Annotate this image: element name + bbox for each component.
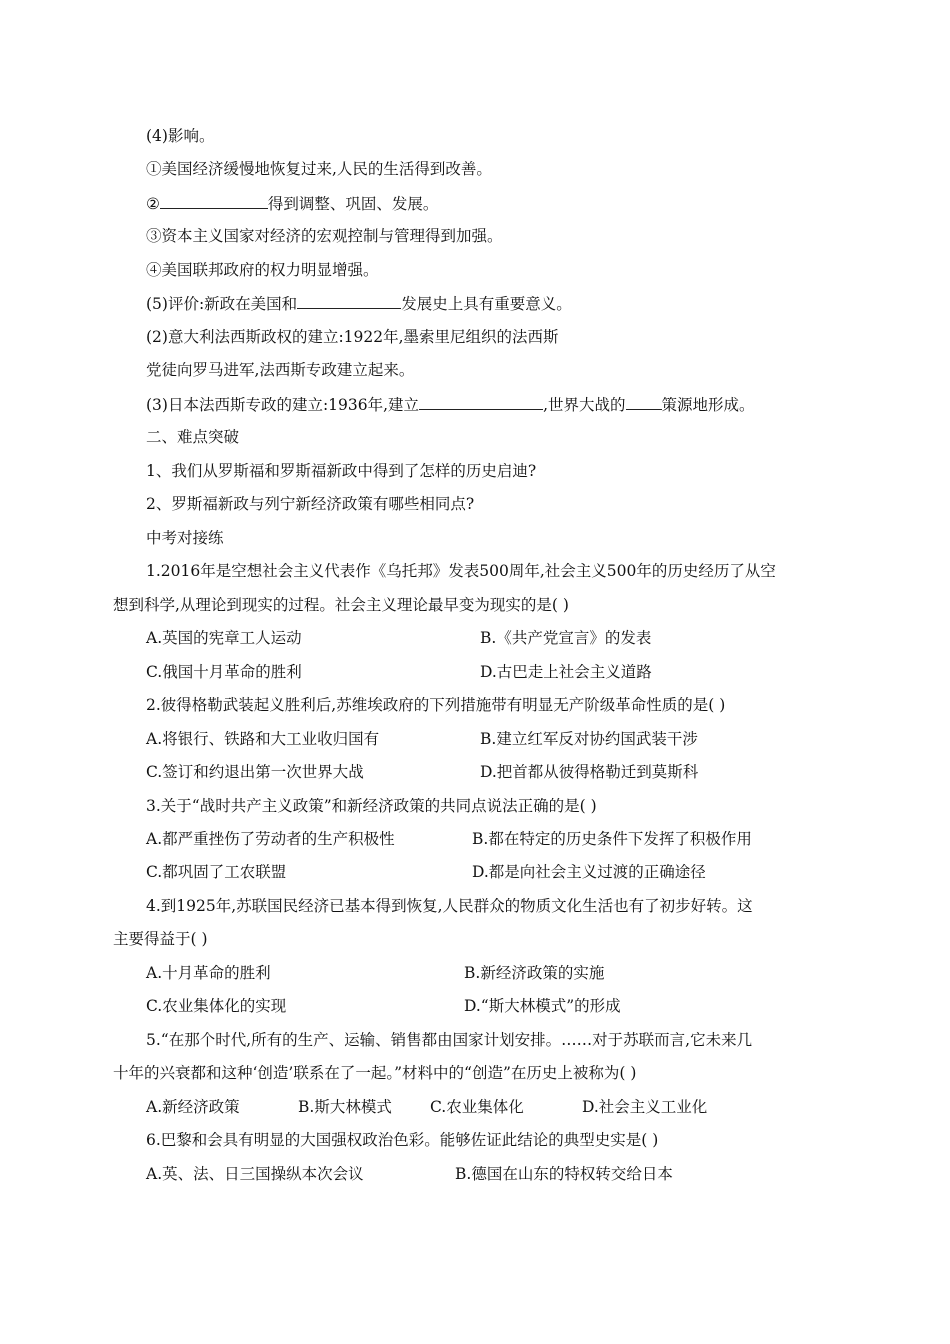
question-4-option-c: C.农业集体化的实现 bbox=[146, 997, 287, 1015]
question-3-option-d: D.都是向社会主义过渡的正确途径 bbox=[472, 863, 706, 881]
fill-in-blank[interactable] bbox=[160, 193, 268, 209]
evaluation-prefix: (5)评价:新政在美国和 bbox=[146, 295, 298, 313]
effect-item-3: ③资本主义国家对经济的宏观控制与管理得到加强。 bbox=[146, 227, 503, 245]
question-5-line-2: 十年的兴衰都和这种‘创造’联系在了一起。”材料中的“创造”在历史上被称为( ) bbox=[113, 1064, 637, 1082]
question-5-option-b: B.斯大林模式 bbox=[298, 1098, 392, 1116]
question-3-option-b: B.都在特定的历史条件下发挥了积极作用 bbox=[472, 830, 752, 848]
question-6-option-a: A.英、法、日三国操纵本次会议 bbox=[146, 1165, 364, 1183]
effect-item-1: ①美国经济缓慢地恢复过来,人民的生活得到改善。 bbox=[146, 160, 492, 178]
question-5-option-c: C.农业集体化 bbox=[430, 1098, 524, 1116]
question-1-option-d: D.古巴走上社会主义道路 bbox=[480, 663, 652, 681]
question-2-option-c: C.签订和约退出第一次世界大战 bbox=[146, 763, 364, 781]
japan-middle: ,世界大战的 bbox=[543, 396, 626, 414]
question-4-line-1: 4.到1925年,苏联国民经济已基本得到恢复,人民群众的物质文化生活也有了初步好转。这 bbox=[146, 897, 753, 915]
question-4-line-2: 主要得益于( ) bbox=[113, 930, 208, 948]
question-4-option-a: A.十月革命的胜利 bbox=[146, 964, 271, 982]
effect-item-4: ④美国联邦政府的权力明显增强。 bbox=[146, 261, 379, 279]
question-2-option-a: A.将银行、铁路和大工业收归国有 bbox=[146, 730, 380, 748]
effect-item-2-suffix: 得到调整、巩固、发展。 bbox=[267, 195, 439, 213]
question-4-option-d: D.“斯大林模式”的形成 bbox=[464, 997, 621, 1015]
fill-in-blank[interactable] bbox=[297, 293, 401, 309]
difficulty-question-1: 1、我们从罗斯福和罗斯福新政中得到了怎样的历史启迪? bbox=[146, 462, 537, 480]
question-1-line-2: 想到科学,从理论到现实的过程。社会主义理论最早变为现实的是( ) bbox=[113, 596, 569, 614]
question-2: 2.彼得格勒武装起义胜利后,苏维埃政府的下列措施带有明显无产阶级革命性质的是( ) bbox=[146, 696, 726, 714]
question-2-option-d: D.把首都从彼得格勒迁到莫斯科 bbox=[480, 763, 699, 781]
question-5-option-a: A.新经济政策 bbox=[146, 1098, 240, 1116]
fill-in-blank[interactable] bbox=[419, 394, 543, 410]
effects-heading: (4)影响。 bbox=[146, 127, 215, 145]
question-1-option-a: A.英国的宪章工人运动 bbox=[146, 629, 302, 647]
difficulty-heading: 二、难点突破 bbox=[146, 428, 240, 446]
question-2-option-b: B.建立红军反对协约国武装干涉 bbox=[480, 730, 698, 748]
question-1-option-c: C.俄国十月革命的胜利 bbox=[146, 663, 302, 681]
question-3-option-a: A.都严重挫伤了劳动者的生产积极性 bbox=[146, 830, 395, 848]
italy-fascism-line-1: (2)意大利法西斯政权的建立:1922年,墨索里尼组织的法西斯 bbox=[146, 328, 559, 346]
question-6: 6.巴黎和会具有明显的大国强权政治色彩。能够佐证此结论的典型史实是( ) bbox=[146, 1131, 659, 1149]
question-5-option-d: D.社会主义工业化 bbox=[582, 1098, 708, 1116]
evaluation-suffix: 发展史上具有重要意义。 bbox=[401, 295, 572, 313]
effect-item-2 bbox=[146, 193, 438, 214]
italy-fascism-line-2: 党徒向罗马进军,法西斯专政建立起来。 bbox=[146, 361, 415, 379]
japan-prefix: (3)日本法西斯专政的建立:1936年,建立 bbox=[146, 396, 420, 414]
question-3-option-c: C.都巩固了工农联盟 bbox=[146, 863, 287, 881]
question-1-line-1: 1.2016年是空想社会主义代表作《乌托邦》发表500周年,社会主义500年的历史经历了从空 bbox=[146, 562, 776, 580]
japan-fascism-line bbox=[146, 394, 755, 415]
exam-heading: 中考对接练 bbox=[146, 529, 224, 547]
japan-suffix: 策源地形成。 bbox=[661, 396, 755, 414]
question-4-option-b: B.新经济政策的实施 bbox=[464, 964, 605, 982]
effect-item-2-prefix: ② bbox=[146, 195, 160, 213]
question-5-line-1: 5.“在那个时代,所有的生产、运输、销售都由国家计划安排。……对于苏联而言,它未来几 bbox=[146, 1031, 753, 1049]
question-6-option-b: B.德国在山东的特权转交给日本 bbox=[455, 1165, 673, 1183]
question-1-option-b: B.《共产党宣言》的发表 bbox=[480, 629, 652, 647]
evaluation-line bbox=[146, 293, 572, 314]
difficulty-question-2: 2、罗斯福新政与列宁新经济政策有哪些相同点? bbox=[146, 495, 475, 513]
fill-in-blank[interactable] bbox=[626, 394, 662, 410]
question-3: 3.关于“战时共产主义政策”和新经济政策的共同点说法正确的是( ) bbox=[146, 797, 597, 815]
